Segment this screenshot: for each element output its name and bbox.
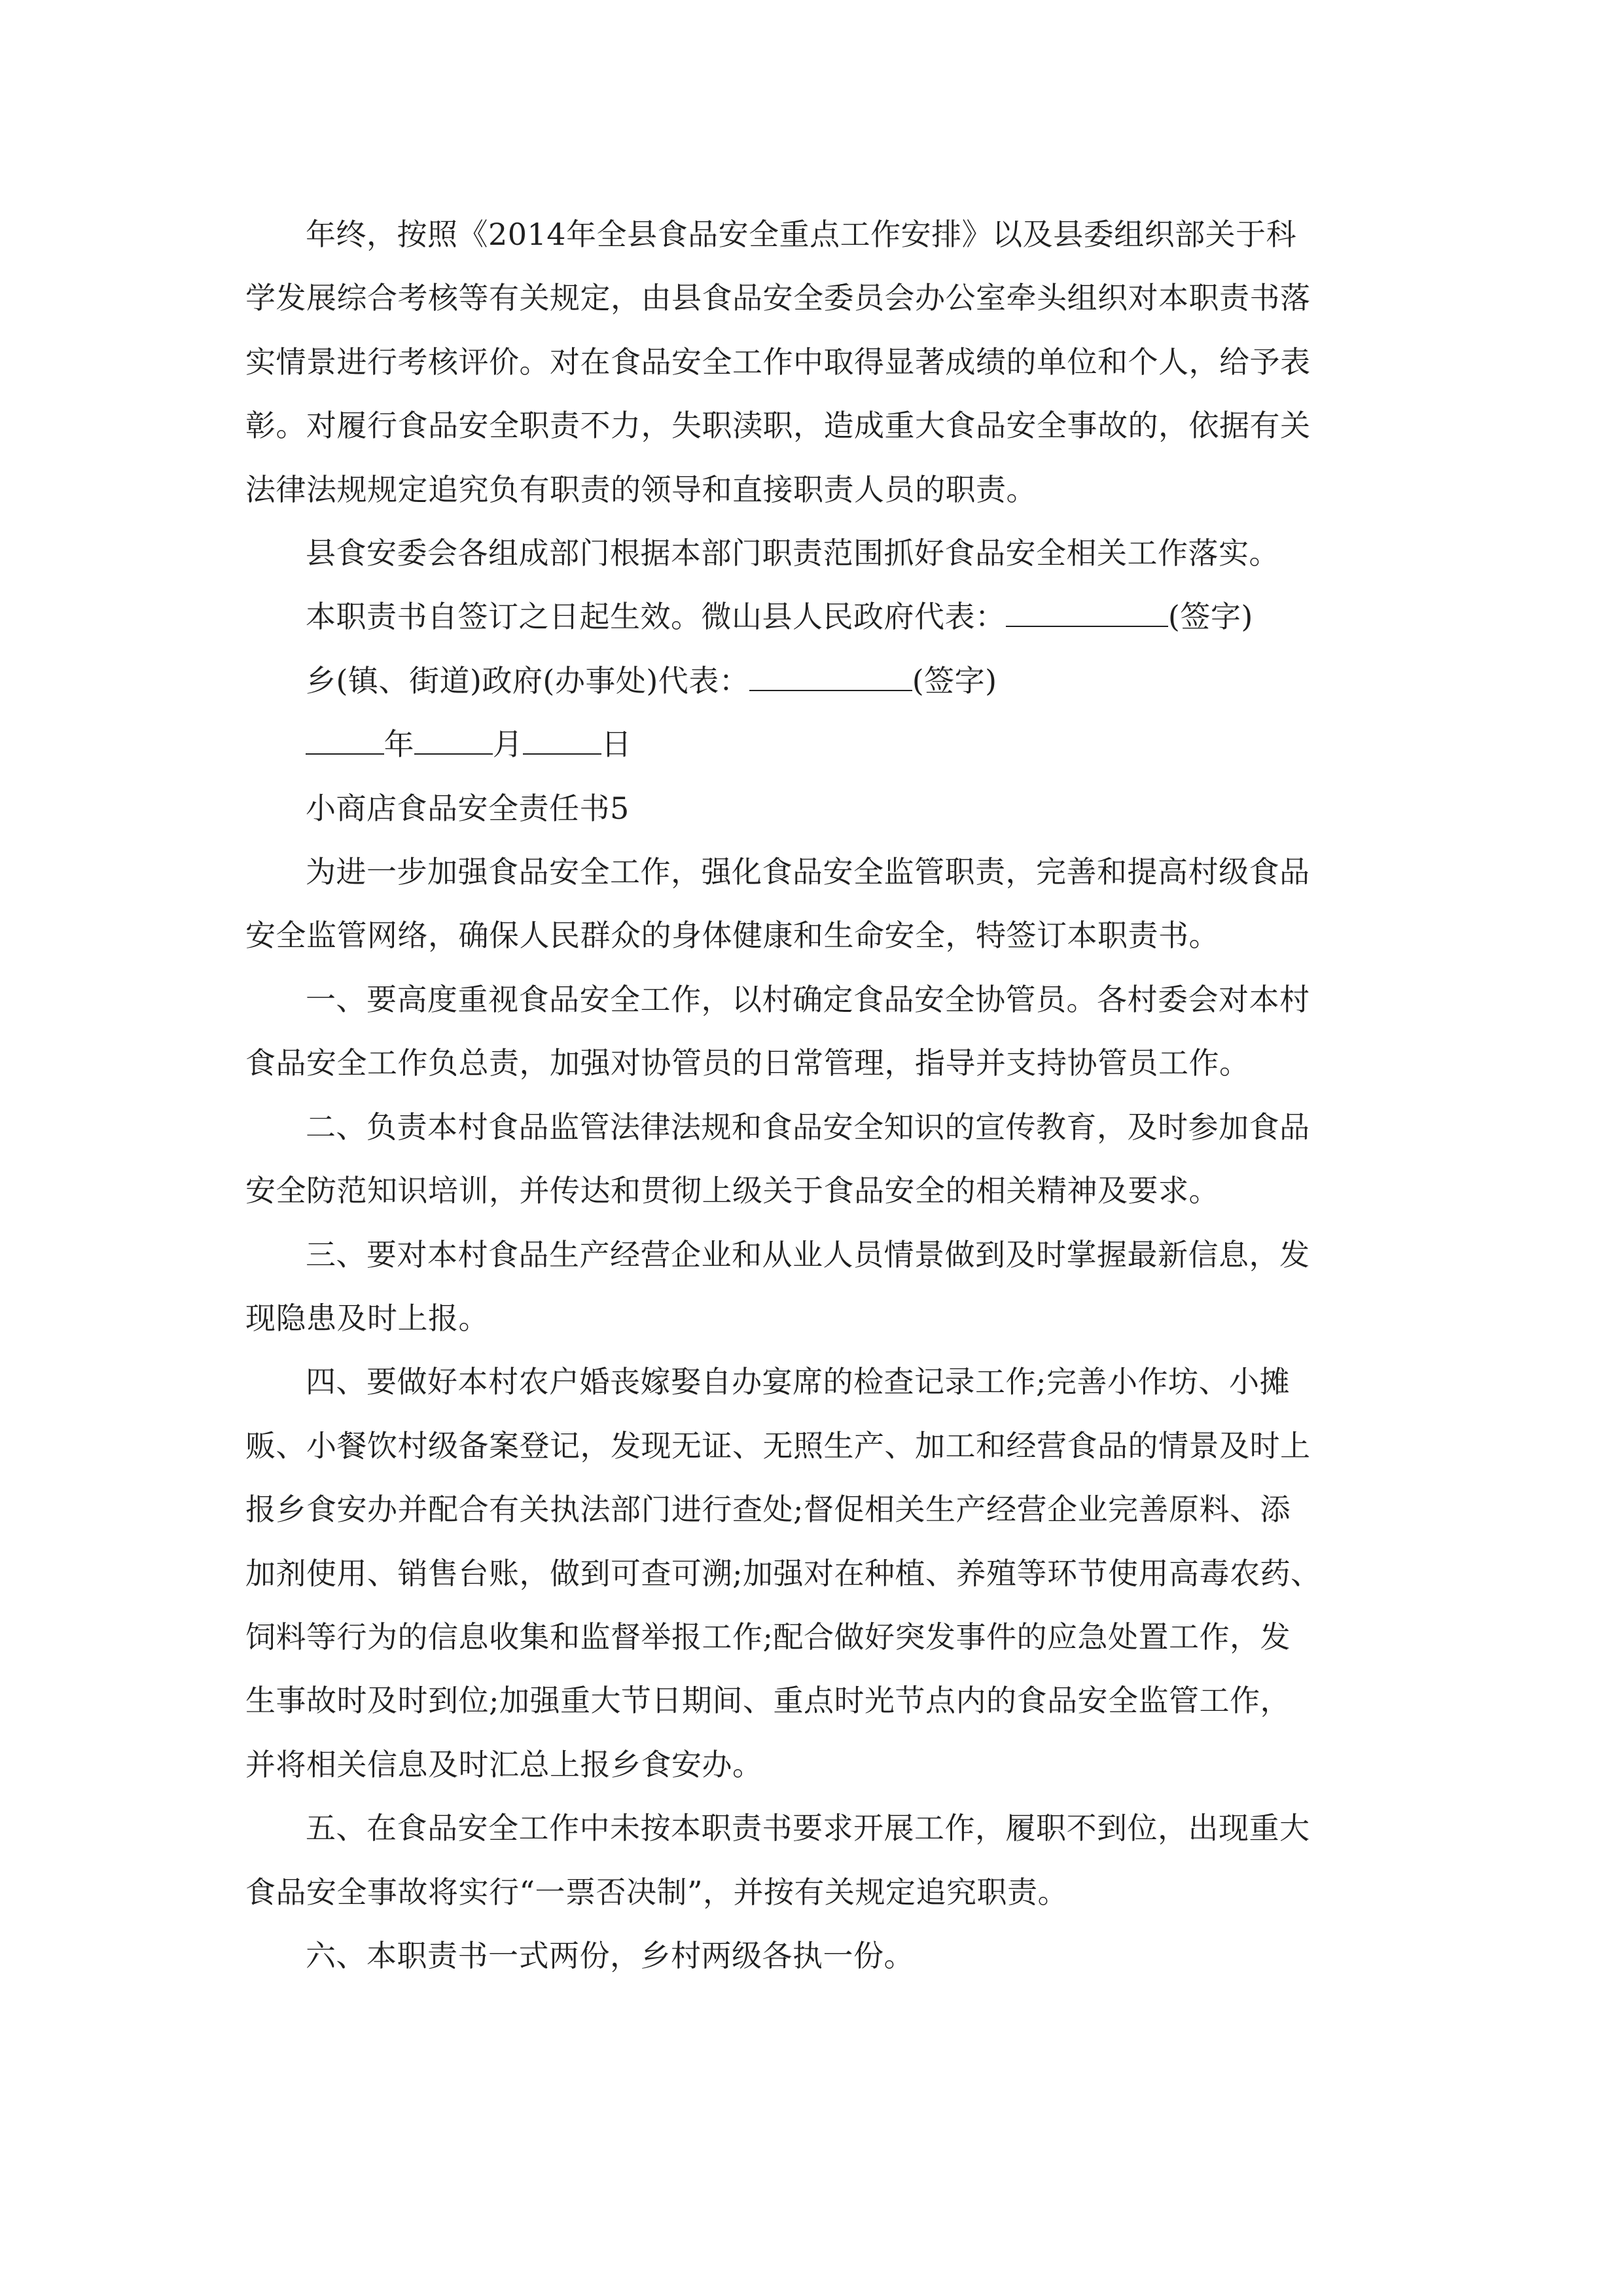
text-line: 生事故时及时到位;加强重大节日期间、重点时光节点内的食品安全监管工作， bbox=[245, 1683, 1291, 1719]
date-month-label: 月 bbox=[492, 726, 524, 762]
clause-4 bbox=[245, 1350, 1391, 1797]
text-line: 并将相关信息及时汇总上报乡食安办。 bbox=[245, 1746, 763, 1782]
signature-county-label: 本职责书自签订之日起生效。微山县人民政府代表： bbox=[306, 599, 1006, 635]
text-line: 年终，按照《2014年全县食品安全重点工作安排》以及县委组织部关于科 bbox=[306, 217, 1297, 252]
text-line: 实情景进行考核评价。对在食品安全工作中取得显著成绩的单位和个人，给予表 bbox=[245, 344, 1311, 380]
text-line: 法律法规规定追究负有职责的领导和直接职责人员的职责。 bbox=[245, 471, 1037, 507]
text-line: 现隐患及时上报。 bbox=[245, 1300, 489, 1336]
signature-county-blank[interactable] bbox=[1006, 598, 1168, 628]
text-line: 彰。对履行食品安全职责不力，失职渎职，造成重大食品安全事故的，依据有关 bbox=[245, 408, 1311, 444]
text-line: 报乡食安办并配合有关执法部门进行查处;督促相关生产经营企业完善原料、添 bbox=[245, 1492, 1291, 1528]
text-line: 一、要高度重视食品安全工作，以村确定食品安全协管员。各村委会对本村 bbox=[306, 981, 1310, 1017]
text-line: 安全监管网络，确保人民群众的身体健康和生命安全，特签订本职责书。 bbox=[245, 918, 1219, 954]
signature-township-label: 乡(镇、街道)政府(办事处)代表： bbox=[306, 662, 750, 698]
date-day-blank[interactable] bbox=[523, 725, 601, 755]
date-day-label: 日 bbox=[601, 726, 632, 762]
date-year-label: 年 bbox=[383, 726, 415, 762]
text-line: 二、负责本村食品监管法律法规和食品安全知识的宣传教育，及时参加食品 bbox=[306, 1109, 1310, 1145]
date-year-blank[interactable] bbox=[306, 725, 384, 755]
date-line bbox=[245, 713, 1391, 776]
text-line: 五、在食品安全工作中未按本职责书要求开展工作，履职不到位，出现重大 bbox=[306, 1810, 1310, 1846]
text-line: 贩、小餐饮村级备案登记，发现无证、无照生产、加工和经营食品的情景及时上 bbox=[245, 1427, 1311, 1463]
paragraph-departments: 县食安委会各组成部门根据本部门职责范围抓好食品安全相关工作落实。 bbox=[306, 535, 1279, 571]
paragraph-assessment bbox=[245, 203, 1391, 522]
signature-township-blank[interactable] bbox=[749, 661, 912, 691]
section-title: 小商店食品安全责任书5 bbox=[306, 790, 630, 826]
text-line: 为进一步加强食品安全工作，强化食品安全监管职责，完善和提高村级食品 bbox=[306, 854, 1310, 890]
signature-line-township bbox=[245, 649, 1391, 713]
signature-township-suffix: (签字) bbox=[912, 662, 997, 698]
text-line: 四、要做好本村农户婚丧嫁娶自办宴席的检查记录工作;完善小作坊、小摊 bbox=[306, 1364, 1290, 1400]
clause-3 bbox=[245, 1223, 1391, 1351]
text-line: 食品安全事故将实行“一票否决制”，并按有关规定追究职责。 bbox=[245, 1874, 1069, 1910]
text-line: 三、要对本村食品生产经营企业和从业人员情景做到及时掌握最新信息，发 bbox=[306, 1236, 1310, 1272]
text-line: 饲料等行为的信息收集和监督举报工作;配合做好突发事件的应急处置工作，发 bbox=[245, 1619, 1291, 1655]
date-month-blank[interactable] bbox=[414, 725, 493, 755]
clause-1 bbox=[245, 968, 1391, 1096]
text-line: 食品安全工作负总责，加强对协管员的日常管理，指导并支持协管员工作。 bbox=[245, 1045, 1250, 1081]
signature-line-county bbox=[245, 585, 1391, 649]
document-body bbox=[245, 203, 1391, 1988]
clause-2 bbox=[245, 1096, 1391, 1223]
clause-6: 六、本职责书一式两份，乡村两级各执一份。 bbox=[306, 1937, 914, 1973]
signature-county-suffix: (签字) bbox=[1168, 599, 1253, 635]
text-line: 学发展综合考核等有关规定，由县食品安全委员会办公室牵头组织对本职责书落 bbox=[245, 280, 1311, 316]
paragraph-intro bbox=[245, 840, 1391, 968]
text-line: 加剂使用、销售台账，做到可查可溯;加强对在种植、养殖等环节使用高毒农药、 bbox=[245, 1555, 1321, 1591]
clause-5 bbox=[245, 1797, 1391, 1924]
text-line: 安全防范知识培训，并传达和贯彻上级关于食品安全的相关精神及要求。 bbox=[245, 1173, 1219, 1209]
